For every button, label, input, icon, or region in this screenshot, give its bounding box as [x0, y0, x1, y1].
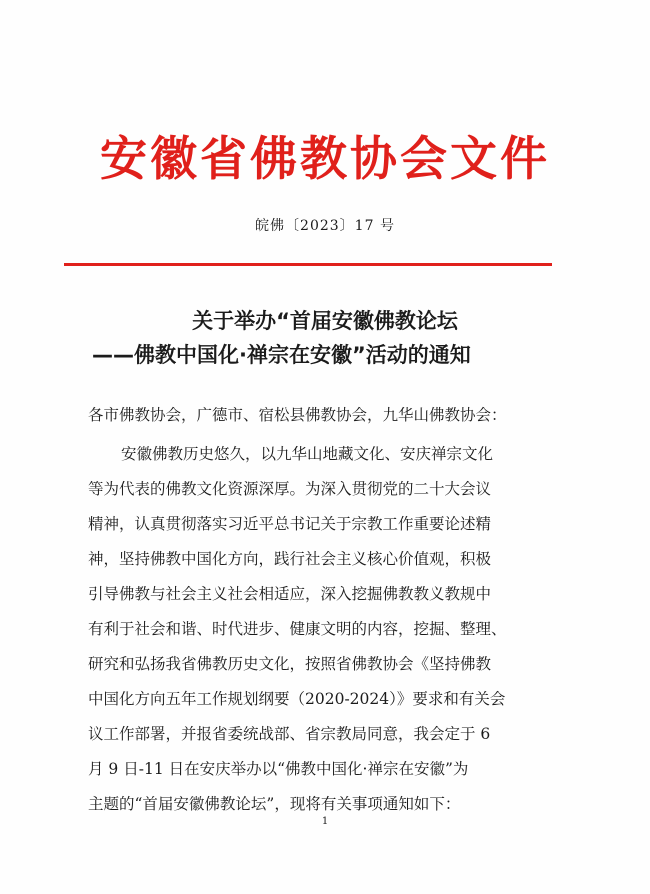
notice-title-line-1: 关于举办“首届安徽佛教论坛 — [192, 309, 458, 333]
document-number: 皖佛〔2023〕17 号 — [255, 218, 395, 234]
body-line: 精神，认真贯彻落实习近平总书记关于宗教工作重要论述精 — [88, 515, 492, 533]
body-line: 有利于社会和谐、时代进步、健康文明的内容，挖掘、整理、 — [88, 620, 507, 638]
notice-title-line-2: ——佛教中国化·禅宗在安徽”活动的通知 — [92, 343, 471, 367]
red-divider-line — [64, 263, 552, 266]
body-line: 神，坚持佛教中国化方向，践行社会主义核心价值观，积极 — [88, 550, 492, 568]
body-line: 引导佛教与社会主义社会相适应，深入挖掘佛教教义教规中 — [88, 585, 492, 603]
body-line: 等为代表的佛教文化资源深厚。为深入贯彻党的二十大会议 — [88, 480, 492, 498]
page-number: 1 — [321, 816, 329, 827]
body-line: 中国化方向五年工作规划纲要（2020-2024）》要求和有关会 — [88, 690, 506, 708]
body-line: 议工作部署，并报省委统战部、省宗教局同意，我会定于 6 — [88, 725, 491, 743]
body-line: 月 9 日-11 日在安庆举办以“佛教中国化·禅宗在安徽”为 — [88, 760, 469, 778]
body-line: 安徽佛教历史悠久，以九华山地藏文化、安庆禅宗文化 — [121, 445, 494, 463]
salutation: 各市佛教协会，广德市、宿松县佛教协会，九华山佛教协会： — [88, 406, 507, 424]
body-line: 主题的“首届安徽佛教论坛”，现将有关事项通知如下： — [88, 795, 461, 813]
document-header-title: 安徽省佛教协会文件 — [100, 132, 550, 187]
body-line: 研究和弘扬我省佛教历史文化，按照省佛教协会《坚持佛教 — [88, 655, 492, 673]
